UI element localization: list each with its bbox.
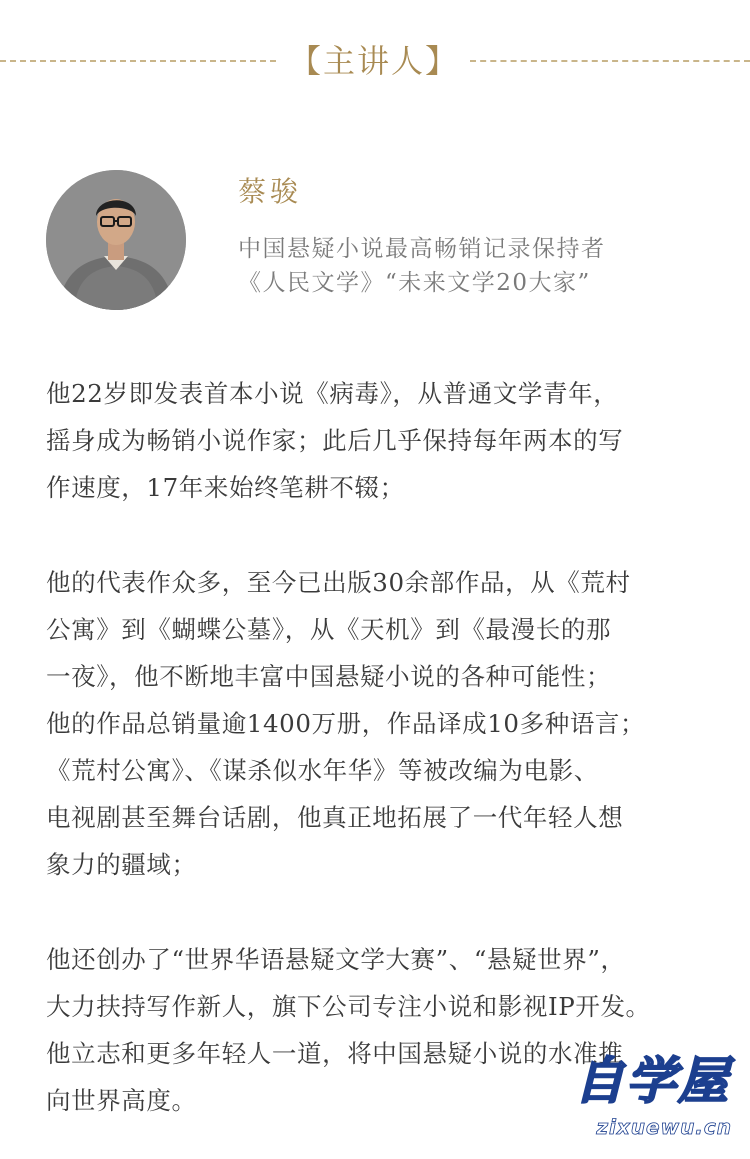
speaker-name: 蔡骏 [238,175,303,208]
bio-line: 他的作品总销量逾1400万册，作品译成10多种语言； [46,709,646,738]
bio-line: 大力扶持写作新人，旗下公司专注小说和影视IP开发。 [46,992,651,1021]
bio-paragraph [46,370,726,511]
bio-line: 电视剧甚至舞台话剧，他真正地拓展了一代年轻人想 [46,803,624,832]
speaker-title-line: 《人民文学》“未来文学20大家” [238,270,591,296]
bio-line: 向世界高度。 [46,1086,197,1115]
watermark-url: zixuewu.cn [596,1115,732,1139]
speaker-titles [238,232,606,300]
site-watermark [556,1051,736,1151]
bio-line: 公寓》到《蝴蝶公墓》，从《天机》到《最漫长的那 [46,615,612,644]
bio-line: 《荒村公寓》、《谋杀似水年华》等被改编为电影、 [46,756,599,785]
speaker-photo [46,170,186,310]
bio-line: 他22岁即发表首本小说《病毒》，从普通文学青年， [46,379,619,408]
bio-line: 摇身成为畅销小说作家；此后几乎保持每年两本的写 [46,426,624,455]
header-divider-left [0,60,276,62]
bio-line: 他的代表作众多，至今已出版30余部作品，从《荒村 [46,568,631,597]
speaker-avatar [46,170,186,310]
header-divider-right [470,60,750,62]
section-title: 【主讲人】 [288,42,459,80]
speaker-profile [46,170,706,320]
bio-line: 象力的疆域； [46,850,197,879]
bio-line: 作速度，17年来始终笔耕不辍； [46,473,405,502]
speaker-bio [46,370,726,1159]
speaker-title-line: 中国悬疑小说最高畅销记录保持者 [238,236,606,262]
watermark-logo: 自学屋 [574,1052,730,1110]
bio-line: 他立志和更多年轻人一道，将中国悬疑小说的水准推 [46,1039,624,1068]
bio-paragraph [46,559,726,888]
section-header [0,38,750,84]
bio-line: 一夜》，他不断地丰富中国悬疑小说的各种可能性； [46,662,612,691]
bio-line: 他还创办了“世界华语悬疑文学大赛”、“悬疑世界”， [46,945,626,974]
